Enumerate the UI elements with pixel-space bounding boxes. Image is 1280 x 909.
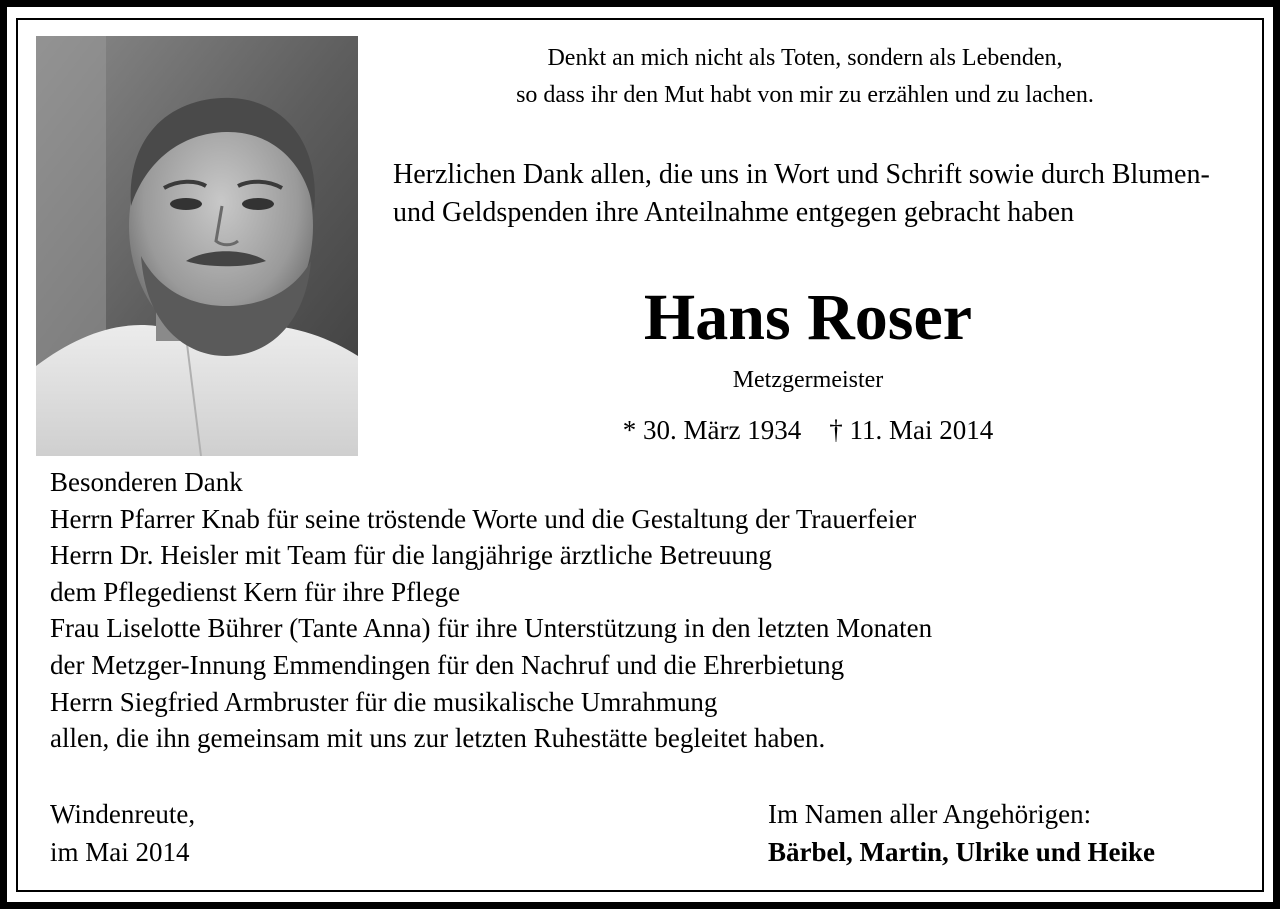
quote-block [420,40,1190,114]
life-dates [420,410,1196,450]
place-month: im Mai 2014 [50,837,190,867]
death-date: † 11. Mai 2014 [829,415,994,445]
special-thanks-line: der Metzger-Innung Emmendingen für den Nachruf und die Ehrerbietung [50,649,845,680]
special-thanks-line: Herrn Dr. Heisler mit Team für die langjährige ärztliche Betreuung [50,540,772,571]
portrait-image [36,36,358,456]
special-thanks-line: Herrn Pfarrer Knab für seine tröstende Worte und die Gestaltung der Trauerfeier [50,503,917,534]
signoff-family: Bärbel, Martin, Ulrike und Heike [768,837,1155,867]
deceased-name: Hans Roser [643,281,973,354]
special-thanks-line: dem Pflegedienst Kern für ihre Pflege [50,576,461,607]
special-thanks [50,464,1170,757]
special-thanks-heading: Besonderen Dank [50,467,243,497]
quote-line-2: so dass ihr den Mut habt von mir zu erzählen und zu lachen. [516,82,1094,108]
thanks-paragraph: Herzlichen Dank allen, die uns in Wort und Schrift sowie durch Blumen- und Geldspenden ihre Anteilnahme entgegen gebracht haben [393,159,1210,228]
special-thanks-line: Herrn Siegfried Armbruster für die musikalische Umrahmung [50,686,718,717]
quote-line-1: Denkt an mich nicht als Toten, sondern als Lebenden, [547,45,1063,71]
special-thanks-line: allen, die ihn gemeinsam mit uns zur letzten Ruhestätte begleitet haben. [50,723,826,754]
place-town: Windenreute, [50,799,196,829]
birth-date: * 30. März 1934 [622,415,802,445]
deceased-occupation: Metzgermeister [732,367,884,393]
place-date [50,795,450,871]
special-thanks-line: Frau Liselotte Bührer (Tante Anna) für ihre Unterstützung in den letzten Monaten [50,613,933,644]
signoff [768,795,1248,871]
signoff-intro: Im Namen aller Angehörigen: [768,799,1092,829]
portrait-photo [36,36,358,456]
